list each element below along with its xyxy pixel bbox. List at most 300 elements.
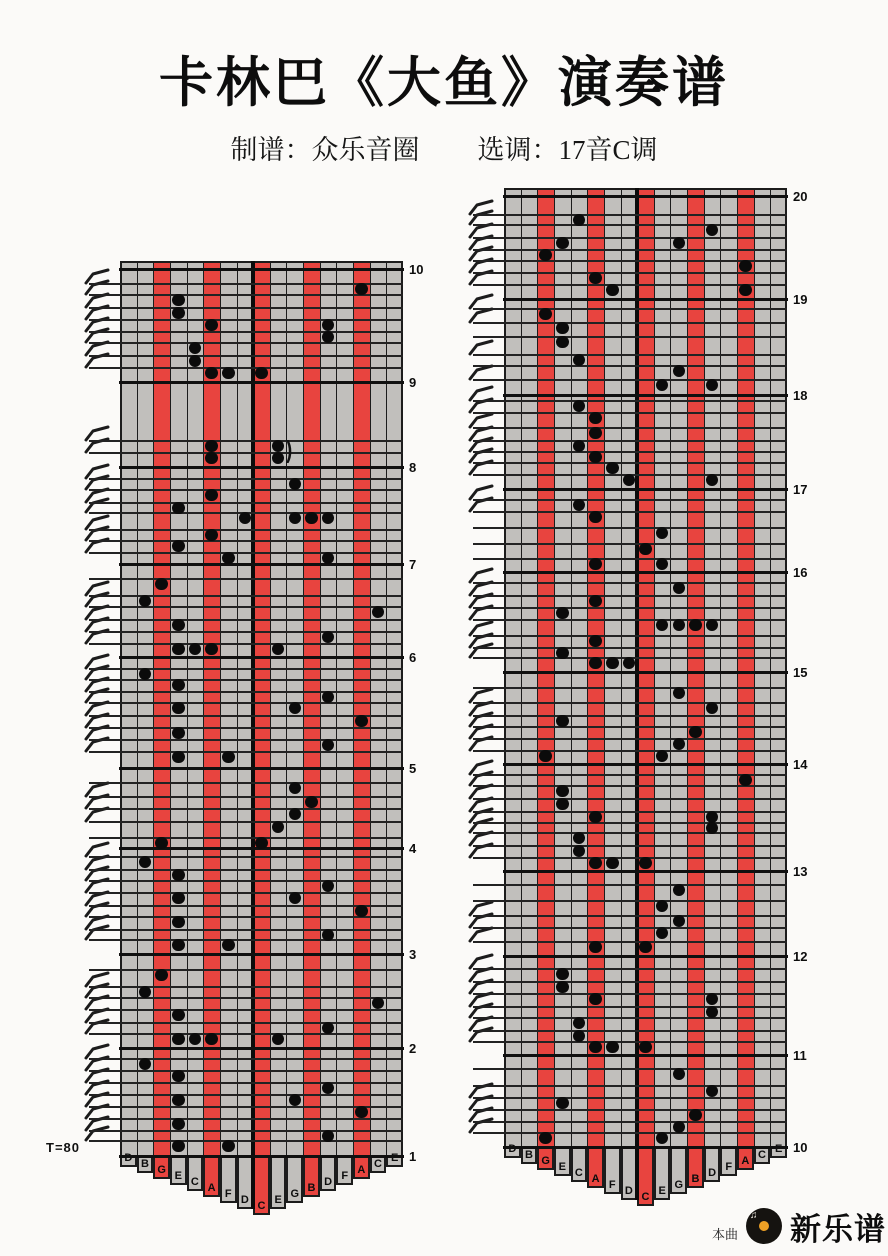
- note-dot: [556, 322, 569, 335]
- note-dot: [172, 294, 185, 307]
- tine-label: C: [374, 1158, 382, 1170]
- measure-line: [503, 1146, 788, 1149]
- note-dot: [355, 1106, 368, 1119]
- measure-line: [503, 394, 788, 397]
- tine-stripe: [537, 188, 554, 1148]
- note-event-line: [89, 1070, 403, 1072]
- note-event-line: [89, 1140, 403, 1142]
- tine-label: G: [157, 1164, 166, 1176]
- note-dot: [205, 489, 218, 502]
- note-event-line: [89, 631, 403, 633]
- note-event-line: [473, 412, 787, 414]
- music-note-icon: ♫: [750, 1210, 758, 1221]
- note-event-line: [89, 619, 403, 621]
- note-event-line: [89, 916, 403, 918]
- note-dot: [205, 367, 218, 380]
- note-event-line: [473, 900, 787, 902]
- tine-stripe: [504, 188, 521, 1148]
- measure-number: 15: [793, 665, 808, 680]
- note-event-line: [473, 822, 787, 824]
- measure-number: 6: [409, 650, 417, 665]
- measure-number: 19: [793, 292, 808, 307]
- measure-number: 10: [793, 1140, 808, 1155]
- tine-label: G: [290, 1188, 300, 1200]
- tine-stripe: [571, 188, 588, 1148]
- brand-name: 新乐谱: [790, 1211, 886, 1247]
- note-event-line: [473, 451, 787, 453]
- measure-number: 8: [409, 460, 417, 475]
- note-dot: [589, 427, 602, 440]
- note-event-line: [89, 367, 403, 369]
- measure-number: 11: [793, 1048, 807, 1063]
- note-dot: [556, 336, 569, 349]
- tine-label: F: [224, 1188, 232, 1200]
- note-dot: [606, 462, 619, 475]
- vinyl-record-icon: [746, 1208, 782, 1244]
- note-event-line: [89, 969, 403, 971]
- note-dot: [205, 452, 218, 465]
- note-event-line: [89, 440, 403, 442]
- tine-stripe: [637, 188, 654, 1148]
- note-event-line: [473, 687, 787, 689]
- note-event-line: [89, 452, 403, 454]
- note-event-line: [473, 336, 787, 338]
- note-event-line: [89, 837, 403, 839]
- note-dot: [589, 272, 602, 285]
- note-dot: [172, 1140, 185, 1153]
- note-dot: [556, 607, 569, 620]
- note-event-line: [473, 981, 787, 983]
- note-dot: [255, 367, 268, 380]
- note-dot: [155, 578, 168, 591]
- note-event-line: [89, 702, 403, 704]
- note-event-line: [89, 679, 403, 681]
- note-event-line: [89, 939, 403, 941]
- note-event-line: [473, 1030, 787, 1032]
- note-event-line: [473, 224, 787, 226]
- note-dot: [589, 635, 602, 648]
- note-event-line: [89, 1058, 403, 1060]
- note-dot: [155, 837, 168, 850]
- tine-label: C: [758, 1149, 766, 1161]
- note-event-line: [89, 880, 403, 882]
- note-event-line: [89, 869, 403, 871]
- note-dot: [589, 811, 602, 824]
- tine-stripe: [737, 188, 754, 1148]
- note-dot: [556, 798, 569, 811]
- note-dot: [589, 451, 602, 464]
- note-event-line: [473, 1121, 787, 1123]
- note-event-line: [89, 502, 403, 504]
- tine-label: D: [708, 1167, 717, 1179]
- tine-label: A: [207, 1182, 216, 1194]
- note-dot: [172, 1033, 185, 1046]
- measure-line: [503, 763, 788, 766]
- note-event-line: [473, 750, 787, 752]
- note-event-line: [473, 857, 787, 859]
- note-event-line: [473, 798, 787, 800]
- note-event-line: [473, 1132, 787, 1134]
- measure-number: 7: [409, 557, 417, 572]
- measure-number: 2: [409, 1041, 417, 1056]
- note-event-line: [473, 647, 787, 649]
- note-event-line: [89, 319, 403, 321]
- tine-label: B: [140, 1158, 149, 1170]
- eighth-flag-icon: [468, 1117, 494, 1133]
- note-event-line: [473, 1006, 787, 1008]
- note-dot: [639, 543, 652, 556]
- measure-number: 10: [409, 262, 424, 277]
- measure-number: 1: [409, 1149, 417, 1164]
- note-event-line: [89, 856, 403, 858]
- note-event-line: [89, 1022, 403, 1024]
- note-event-line: [473, 511, 787, 513]
- note-event-line: [473, 635, 787, 637]
- note-event-line: [473, 354, 787, 356]
- note-event-line: [473, 558, 787, 560]
- note-dot: [539, 750, 552, 763]
- tine-label: C: [574, 1167, 583, 1179]
- eighth-flag-icon: [84, 924, 110, 940]
- note-dot: [172, 1118, 185, 1131]
- note-dot: [639, 941, 652, 954]
- note-event-line: [89, 1094, 403, 1096]
- note-event-line: [473, 884, 787, 886]
- note-dot: [172, 939, 185, 952]
- note-dot: [589, 558, 602, 571]
- note-dot: [589, 595, 602, 608]
- note-event-line: [473, 785, 787, 787]
- note-event-line: [89, 643, 403, 645]
- note-dot: [305, 796, 318, 809]
- eighth-flag-icon: [468, 642, 494, 658]
- note-event-line: [89, 929, 403, 931]
- tine-stripe: [654, 188, 671, 1148]
- note-event-line: [473, 527, 787, 529]
- note-event-line: [89, 307, 403, 309]
- note-dot: [639, 1041, 652, 1054]
- note-dot: [172, 307, 185, 320]
- subtitle: [0, 128, 888, 167]
- note-event-line: [473, 927, 787, 929]
- eighth-flag-icon: [84, 497, 110, 513]
- note-dot: [556, 1097, 569, 1110]
- measure-line: [503, 671, 788, 674]
- measure-number: 17: [793, 482, 808, 497]
- measure-number: 3: [409, 947, 417, 962]
- note-event-line: [89, 331, 403, 333]
- note-event-line: [473, 832, 787, 834]
- measure-line: [503, 195, 788, 198]
- measure-line: [119, 381, 404, 384]
- note-event-line: [473, 365, 787, 367]
- note-dot: [172, 1070, 185, 1083]
- note-dot: [739, 774, 752, 787]
- note-event-line: [89, 782, 403, 784]
- note-dot: [172, 502, 185, 515]
- note-dot: [606, 284, 619, 297]
- tine-label: G: [541, 1155, 550, 1167]
- note-dot: [556, 981, 569, 994]
- note-event-line: [89, 1033, 403, 1035]
- note-event-line: [473, 811, 787, 813]
- measure-number: 12: [793, 949, 808, 964]
- note-event-line: [89, 751, 403, 753]
- tine-label: E: [274, 1194, 282, 1206]
- eighth-flag-icon: [84, 1125, 110, 1141]
- note-dot: [589, 1041, 602, 1054]
- tine-stripe: [754, 188, 771, 1148]
- note-event-line: [89, 668, 403, 670]
- note-dot: [205, 319, 218, 332]
- note-dot: [589, 857, 602, 870]
- note-event-line: [89, 294, 403, 296]
- note-dot: [556, 785, 569, 798]
- note-dot: [689, 726, 702, 739]
- note-event-line: [89, 1082, 403, 1084]
- measure-line: [503, 870, 788, 873]
- note-dot: [589, 511, 602, 524]
- measure-line: [119, 767, 404, 770]
- note-event-line: [473, 582, 787, 584]
- note-event-line: [89, 342, 403, 344]
- note-event-line: [473, 607, 787, 609]
- note-event-line: [89, 1130, 403, 1132]
- note-dot: [172, 1094, 185, 1107]
- note-event-line: [473, 462, 787, 464]
- measure-line: [119, 1155, 404, 1158]
- note-event-line: [89, 355, 403, 357]
- note-event-line: [89, 821, 403, 823]
- note-event-line: [473, 214, 787, 216]
- note-event-line: [473, 1085, 787, 1087]
- note-event-line: [89, 552, 403, 554]
- note-dot: [222, 751, 235, 764]
- note-event-line: [473, 543, 787, 545]
- measure-line: [119, 1047, 404, 1050]
- note-event-line: [473, 249, 787, 251]
- measure-line: [119, 656, 404, 659]
- note-dot: [222, 552, 235, 565]
- note-event-line: [473, 595, 787, 597]
- note-event-line: [473, 715, 787, 717]
- note-event-line: [89, 478, 403, 480]
- note-event-line: [473, 440, 787, 442]
- note-dot: [589, 412, 602, 425]
- measure-number: 14: [793, 757, 808, 772]
- note-dot: [539, 249, 552, 262]
- note-dot: [172, 619, 185, 632]
- note-dot: [689, 619, 702, 632]
- note-dot: [589, 941, 602, 954]
- note-event-line: [473, 499, 787, 501]
- measure-line: [503, 571, 788, 574]
- eighth-flag-icon: [468, 1026, 494, 1042]
- tine-label: F: [341, 1170, 349, 1182]
- tine-label: C: [257, 1200, 266, 1212]
- note-event-line: [89, 691, 403, 693]
- measure-number: 13: [793, 864, 808, 879]
- tine-label: E: [558, 1161, 566, 1173]
- note-dot: [355, 283, 368, 296]
- tine-label: E: [174, 1170, 182, 1182]
- vinyl-center-icon: [759, 1221, 769, 1231]
- note-dot: [172, 727, 185, 740]
- tine-label: E: [658, 1185, 666, 1197]
- measure-line: [503, 488, 788, 491]
- tine-label: G: [674, 1179, 684, 1191]
- tine-label: A: [591, 1173, 600, 1185]
- measure-line: [119, 563, 404, 566]
- note-dot: [172, 540, 185, 553]
- tine-label: D: [624, 1185, 633, 1197]
- page-title: 卡林巴《大鱼》演奏谱: [159, 53, 729, 113]
- note-event-line: [473, 379, 787, 381]
- note-dot: [739, 260, 752, 273]
- note-event-line: [473, 915, 787, 917]
- note-event-line: [89, 578, 403, 580]
- measure-line: [503, 298, 788, 301]
- note-event-line: [473, 968, 787, 970]
- note-event-line: [473, 702, 787, 704]
- note-dot: [355, 715, 368, 728]
- note-dot: [606, 657, 619, 670]
- tine-label: D: [240, 1194, 249, 1206]
- note-dot: [606, 857, 619, 870]
- note-dot: [639, 857, 652, 870]
- measure-line: [503, 955, 788, 958]
- tine-label: F: [725, 1161, 733, 1173]
- note-dot: [539, 1132, 552, 1145]
- note-event-line: [89, 1118, 403, 1120]
- tine-label: A: [357, 1164, 366, 1176]
- measure-number: 9: [409, 375, 417, 390]
- note-event-line: [473, 1109, 787, 1111]
- measure-line: [503, 1054, 788, 1057]
- center-divider-line: [251, 261, 255, 1209]
- tine-label: B: [307, 1182, 316, 1194]
- note-dot: [556, 715, 569, 728]
- note-event-line: [89, 595, 403, 597]
- note-dot: [205, 440, 218, 453]
- note-event-line: [473, 1068, 787, 1070]
- tine-label: B: [524, 1149, 533, 1161]
- score-maker-label: 制谱：众乐音圈: [230, 135, 420, 165]
- measure-line: [119, 268, 404, 271]
- note-event-line: [89, 892, 403, 894]
- note-dot: [589, 657, 602, 670]
- note-dot: [222, 367, 235, 380]
- note-dot: [172, 643, 185, 656]
- measure-number: 4: [409, 841, 417, 856]
- note-dot: [172, 869, 185, 882]
- footer-brand: [712, 1204, 886, 1248]
- tine-stripe: [720, 188, 737, 1148]
- note-event-line: [473, 272, 787, 274]
- tine-stripe: [521, 188, 538, 1148]
- note-event-line: [89, 606, 403, 608]
- note-event-line: [89, 796, 403, 798]
- note-dot: [355, 905, 368, 918]
- tie-mark: ): [286, 436, 293, 464]
- note-dot: [172, 892, 185, 905]
- note-dot: [556, 968, 569, 981]
- tine-label: A: [741, 1155, 750, 1167]
- note-dot: [172, 702, 185, 715]
- note-dot: [222, 939, 235, 952]
- note-event-line: [89, 529, 403, 531]
- note-event-line: [89, 540, 403, 542]
- tempo-label: T=80: [46, 1140, 80, 1155]
- note-dot: [739, 284, 752, 297]
- key-selection-label: 选调：17音C调: [477, 135, 658, 165]
- tine-stripe: [670, 188, 687, 1148]
- note-dot: [205, 643, 218, 656]
- note-event-line: [473, 1017, 787, 1019]
- note-event-line: [473, 1097, 787, 1099]
- note-dot: [222, 1140, 235, 1153]
- note-event-line: [89, 739, 403, 741]
- note-event-line: [473, 993, 787, 995]
- tine-label: B: [691, 1173, 700, 1185]
- note-event-line: [89, 1009, 403, 1011]
- note-dot: [205, 529, 218, 542]
- tine-label: C: [190, 1176, 199, 1188]
- note-dot: [689, 1109, 702, 1122]
- tine-label: D: [324, 1176, 333, 1188]
- note-dot: [606, 1041, 619, 1054]
- note-event-line: [89, 727, 403, 729]
- note-event-line: [473, 308, 787, 310]
- measure-number: 18: [793, 388, 808, 403]
- note-dot: [255, 837, 268, 850]
- note-dot: [172, 1009, 185, 1022]
- tine-label: C: [641, 1191, 650, 1203]
- note-dot: [172, 916, 185, 929]
- note-event-line: [473, 941, 787, 943]
- note-event-line: [473, 1041, 787, 1043]
- tine-stripe: [770, 188, 787, 1148]
- note-event-line: [473, 427, 787, 429]
- measure-line: [119, 953, 404, 956]
- measure-line: [119, 466, 404, 469]
- measure-number: 16: [793, 565, 808, 580]
- note-event-line: [473, 845, 787, 847]
- eighth-flag-icon: [84, 1018, 110, 1034]
- note-dot: [155, 969, 168, 982]
- note-event-line: [473, 738, 787, 740]
- tine-label: F: [608, 1179, 616, 1191]
- measure-number: 20: [793, 189, 808, 204]
- measure-number: 5: [409, 761, 417, 776]
- note-dot: [539, 308, 552, 321]
- note-dot: [556, 647, 569, 660]
- note-event-line: [473, 400, 787, 402]
- footer-prefix-label: 本曲: [711, 1226, 738, 1242]
- note-dot: [305, 512, 318, 525]
- eighth-flag-icon: [468, 339, 494, 355]
- tine-stripe: [687, 188, 704, 1148]
- note-event-line: [89, 986, 403, 988]
- note-dot: [172, 751, 185, 764]
- note-dot: [556, 237, 569, 250]
- note-event-line: [89, 489, 403, 491]
- note-dot: [205, 1033, 218, 1046]
- note-event-line: [89, 808, 403, 810]
- note-dot: [589, 993, 602, 1006]
- note-event-line: [473, 237, 787, 239]
- note-event-line: [89, 997, 403, 999]
